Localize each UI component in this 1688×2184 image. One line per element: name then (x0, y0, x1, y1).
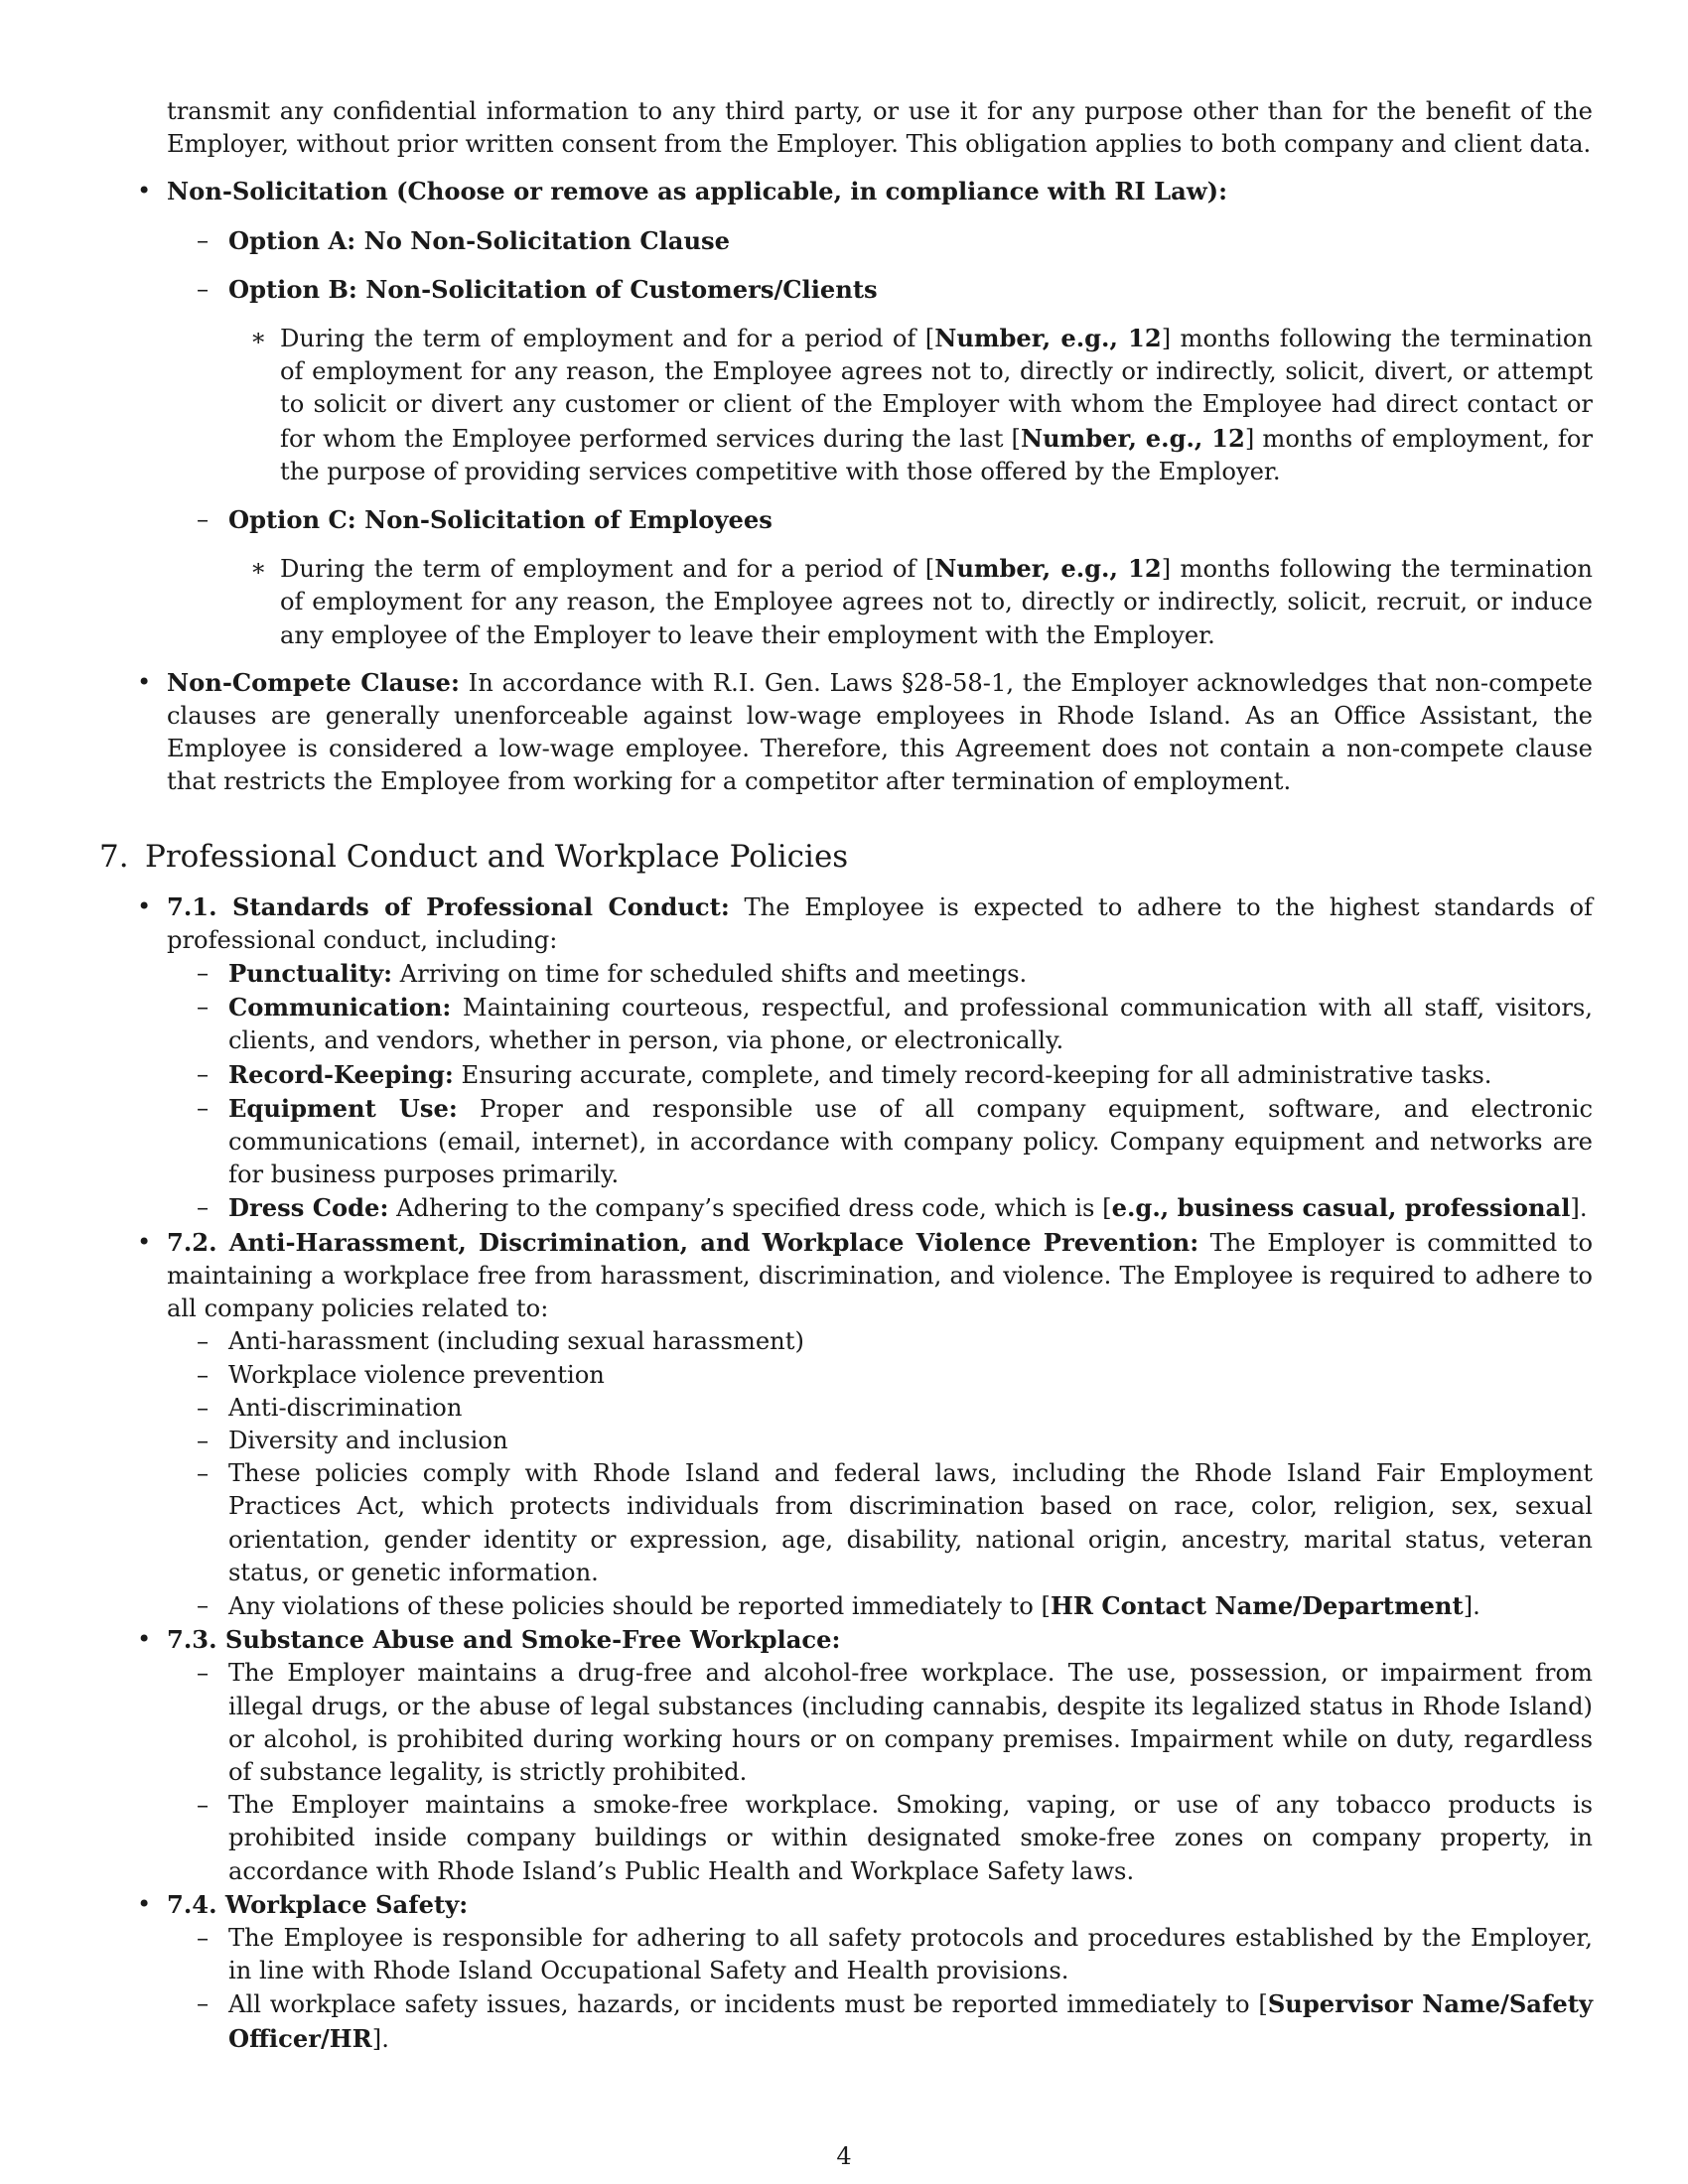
confidentiality-continuation: transmit any confidential information to any third party, or use it for any purpose other than for the benefit of the Employer, without prior written consent from the Employer. This obligation applies to both company and client data. (167, 97, 1593, 159)
option-c (167, 503, 1593, 537)
option-a (167, 224, 1593, 258)
record-keeping-text: Ensuring accurate, complete, and timely record-keeping for all administrative tasks. (453, 1060, 1492, 1089)
list-item: – The Employer maintains a drug-free and alcohol-free workplace. The use, possession, or impairment from illegal drugs, or the abuse of legal substances (including cannabis, despite its legalized status in Rhode Island) or alcohol, is prohibited during working hours or on company premises. Impairment while on duty, regardless of substance legality, is strictly prohibited. (167, 1657, 1593, 1789)
dress-code-text: Adhering to the company’s specified dress code, which is [ (388, 1194, 1112, 1223)
section-7-1-text: The Employee is expected to adhere to the highest standards of professional conduct, including: (167, 892, 1594, 954)
supervisor-placeholder: Supervisor Name/Safety Officer/HR (228, 1989, 1593, 2053)
punctuality-text: Arriving on time for scheduled shifts and meetings. (392, 960, 1028, 989)
option-b (167, 273, 1593, 307)
section-7-2-text: The Employer is committed to maintaining a workplace free from harassment, discrimination, and violence. The Employee is required to adhere to all company policies related to: (167, 1228, 1594, 1323)
hr-contact-placeholder: HR Contact Name/Department (1050, 1590, 1464, 1620)
list-item: – The Employer maintains a smoke-free workplace. Smoking, vaping, or use of any tobacco products is prohibited inside company buildings or within designated smoke-free zones on company property, in accordance with Rhode Island’s Public Health and Workplace Safety laws. (167, 1789, 1593, 1888)
dress-code-end: ]. (1570, 1194, 1588, 1223)
option-b-months-1: Number, e.g., 12 (934, 324, 1162, 353)
communication-item (167, 991, 1593, 1057)
punctuality-item (167, 957, 1593, 991)
option-b-label: Option B: Non-Solicitation of Customers/Clients (228, 274, 878, 304)
dress-code-label: Dress Code: (228, 1193, 389, 1223)
option-c-label: Option C: Non-Solicitation of Employees (228, 505, 773, 535)
equipment-use-text: Proper and responsible use of all company equipment, software, and electronic communications (email, internet), in accordance with company policy. Company equipment and networks are for business purposes primarily. (228, 1094, 1593, 1189)
section-7-1-label: 7.1. Standards of Professional Conduct: (167, 891, 730, 921)
page-number: 4 (836, 2142, 852, 2170)
section-7-heading (99, 837, 1593, 877)
section-7-4-label: 7.4. Workplace Safety: (167, 1889, 469, 1919)
option-b-text-1: During the term of employment and for a period of [ (280, 325, 935, 353)
option-c-text-2: ] months following the termination of employment for any reason, the Employee agrees not to, directly or indirectly, solicit, recruit, or induce any employee of the Employer to leave their employment with the Employer. (280, 555, 1593, 649)
safety-report-end: ]. (371, 2024, 389, 2053)
report-violations-text: Any violations of these policies should be reported immediately to [ (228, 1591, 1051, 1620)
dress-code-placeholder: e.g., business casual, professional (1111, 1193, 1571, 1223)
safety-report-text: All workplace safety issues, hazards, or incidents must be reported immediately to [ (228, 1990, 1268, 2019)
punctuality-label: Punctuality: (228, 959, 393, 989)
option-b-text-3: ] months of employment, for the purpose of providing services competitive with those offered by the Employer. (280, 424, 1594, 485)
section-7-2-label: 7.2. Anti-Harassment, Discrimination, and Workplace Violence Prevention: (167, 1227, 1199, 1257)
dress-code-item (167, 1191, 1593, 1225)
option-b-text (167, 322, 1593, 488)
non-compete-text: In accordance with R.I. Gen. Laws §28-58-1, the Employer acknowledges that non-compete clauses are generally unenforceable against low-wage employees in Rhode Island. As an Office Assistant, the Employee is considered a low-wage employee. Therefore, this Agreement does not contain a non-compete clause that restricts the Employee from working for a competitor after termination of employment. (167, 668, 1593, 796)
non-compete-label: Non-Compete Clause: (167, 667, 460, 697)
report-violations-item (167, 1589, 1593, 1623)
report-violations-end: ]. (1463, 1591, 1480, 1620)
section-7-title: Professional Conduct and Workplace Policies (145, 838, 849, 875)
communication-label: Communication: (228, 993, 452, 1023)
equipment-use-item (167, 1092, 1593, 1192)
section-7-3-label: 7.3. Substance Abuse and Smoke-Free Workplace: (167, 1625, 841, 1655)
non-compete-item (167, 666, 1593, 799)
section-7-2 (167, 1226, 1593, 1623)
list-item: – Diversity and inclusion (167, 1425, 1593, 1457)
list-item: – Anti-harassment (including sexual harassment) (167, 1325, 1593, 1358)
list-item: – The Employee is responsible for adhering to all safety protocols and procedures established by the Employer, in line with Rhode Island Occupational Safety and Health provisions. (167, 1922, 1593, 1987)
list-item: – Anti-discrimination (167, 1392, 1593, 1425)
list-item: – Workplace violence prevention (167, 1359, 1593, 1392)
list-item: – These policies comply with Rhode Island and federal laws, including the Rhode Island Fair Employment Practices Act, which protects individuals from discrimination based on race, color, religion, sex, sexual orientation, gender identity or expression, age, disability, national origin, ancestry, marital status, veteran status, or genetic information. (167, 1457, 1593, 1589)
option-a-label: Option A: No Non-Solicitation Clause (228, 225, 731, 255)
record-keeping-label: Record-Keeping: (228, 1059, 454, 1089)
non-solicitation-item (167, 175, 1593, 651)
non-solicitation-heading: Non-Solicitation (Choose or remove as applicable, in compliance with RI Law): (167, 177, 1228, 206)
section-7-4 (167, 1888, 1593, 2056)
option-c-text-1: During the term of employment and for a period of [ (280, 555, 935, 584)
section-7-number: 7. (99, 838, 129, 875)
safety-report-item (167, 1987, 1593, 2055)
section-7-1 (167, 890, 1593, 1226)
option-b-months-2: Number, e.g., 12 (1020, 423, 1245, 453)
section-7-3 (167, 1623, 1593, 1888)
equipment-use-label: Equipment Use: (228, 1093, 458, 1123)
option-b-text-2: ] months following the termination of employment for any reason, the Employee agrees not to, directly or indirectly, solicit, divert, or attempt to solicit or divert any customer or client of the Employer with whom the Employee had direct contact or for whom the Employee performed services during the last [ (280, 325, 1593, 453)
option-c-months: Number, e.g., 12 (934, 554, 1162, 584)
document-page (99, 95, 1594, 2056)
communication-text: Maintaining courteous, respectful, and professional communication with all staff, visitors, clients, and vendors, whether in person, via phone, or electronically. (228, 994, 1593, 1055)
record-keeping-item (167, 1058, 1593, 1092)
option-c-text (167, 552, 1593, 652)
